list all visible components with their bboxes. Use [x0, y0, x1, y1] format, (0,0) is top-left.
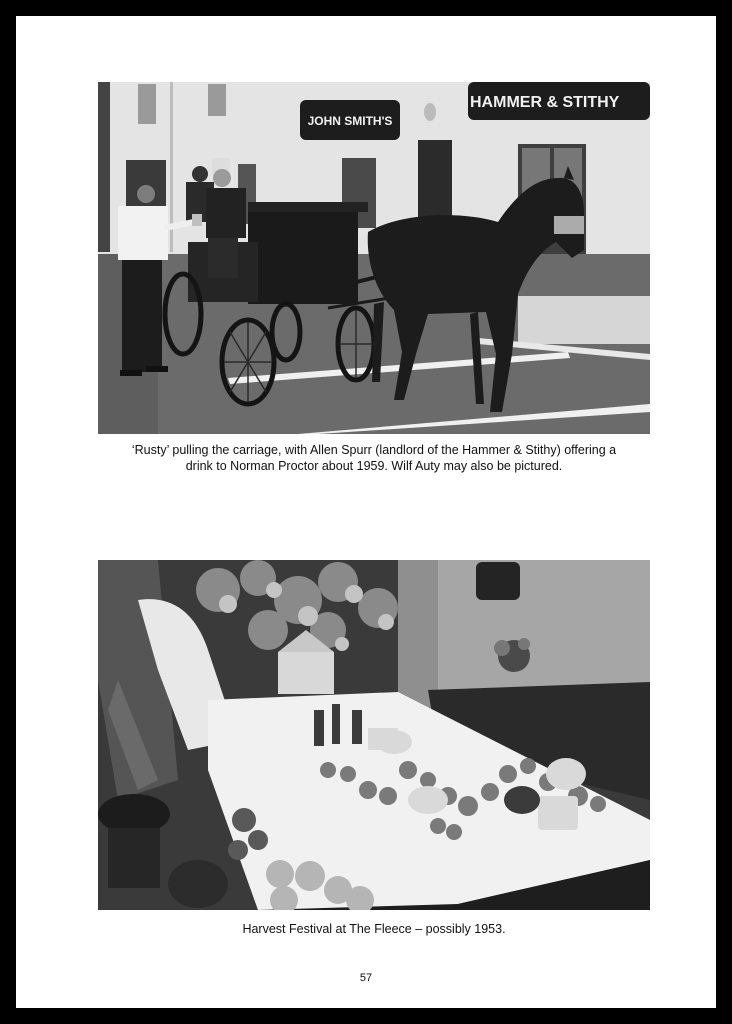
document-page	[16, 16, 716, 1008]
harvest-festival-photo	[98, 560, 650, 910]
photo-caption-harvest: Harvest Festival at The Fleece – possibly 1953.	[242, 922, 506, 936]
caption-line-2: drink to Norman Proctor about 1959. Wilf Auty may also be pictured.	[185, 459, 563, 473]
horse-carriage-photo	[98, 82, 650, 434]
sign-hammer-stithy: HAMMER & STITHY	[470, 94, 620, 111]
page-number: 57	[359, 972, 373, 984]
harvest-festival-illustration	[98, 560, 650, 910]
sign-john-smiths: JOHN SMITH'S	[307, 114, 393, 128]
photo-caption-carriage	[98, 442, 650, 474]
horse-carriage-illustration	[98, 82, 650, 434]
caption-line-1: ‘Rusty’ pulling the carriage, with Allen Spurr (landlord of the Hammer & Stithy) offering a	[131, 443, 617, 457]
